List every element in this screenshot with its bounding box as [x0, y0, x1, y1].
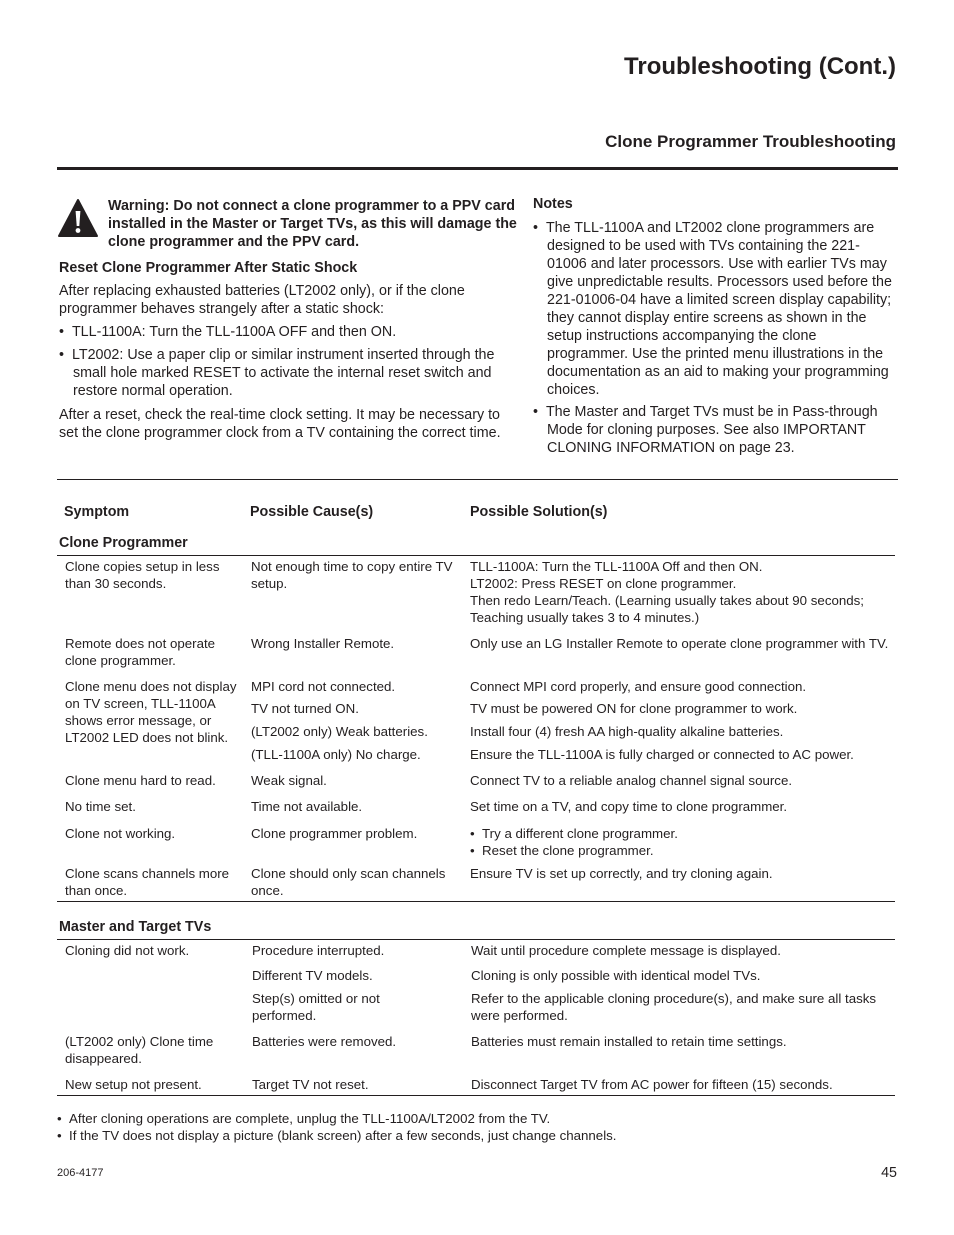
- symptom-cell: Remote does not operate clone programmer.: [65, 636, 216, 668]
- warning-text: Warning: Do not connect a clone programmer to a PPV card installed in the Master or Target TVs, as this will damage the clone programmer and the PPV card.: [108, 198, 517, 250]
- list-item: • Reset the clone programmer.: [470, 843, 654, 858]
- cause-cell: Different TV models.: [252, 968, 373, 983]
- solution-cell: Batteries must remain installed to retain time settings.: [471, 1034, 787, 1049]
- notes-list: [533, 219, 895, 461]
- col-header-cause: Possible Cause(s): [250, 504, 374, 520]
- solution-cell: Connect TV to a reliable analog channel signal source.: [470, 773, 793, 788]
- col-header-solution: Possible Solution(s): [470, 504, 608, 520]
- reset-list: [59, 323, 509, 405]
- notes-heading: Notes: [533, 196, 573, 212]
- cause-cell: MPI cord not connected.: [251, 679, 396, 694]
- cause-cell: Target TV not reset.: [252, 1077, 369, 1092]
- cause-cell: Procedure interrupted.: [252, 943, 385, 958]
- list-item: • The TLL-1100A and LT2002 clone programmers are designed to be used with TVs containing the 221-01006 and later processors. Use with earlier TVs may give unpredictable results. Processors used before the 221-01006-04 have a limited screen display capability; they cannot display entire screens as shown in the setup instructions accompanying the clone programmer. Use the printed menu illustrations in the documentation as an aid to making your programming choices.: [533, 220, 892, 398]
- cause-cell: Wrong Installer Remote.: [251, 636, 395, 651]
- symptom-cell: Clone not working.: [65, 826, 176, 841]
- cause-cell: TV not turned ON.: [251, 701, 359, 716]
- solution-cell: Wait until procedure complete message is displayed.: [471, 943, 781, 958]
- cause-cell: Step(s) omitted or not performed.: [252, 991, 380, 1023]
- warning-triangle-icon: [57, 198, 99, 238]
- header-rule: [57, 167, 898, 170]
- cause-cell: Batteries were removed.: [252, 1034, 397, 1049]
- col-header-symptom: Symptom: [64, 504, 130, 520]
- cause-cell: Clone should only scan channels once.: [251, 866, 446, 898]
- symptom-cell: Clone scans channels more than once.: [65, 866, 230, 898]
- section-divider: [57, 479, 898, 480]
- solution-cell: Ensure TV is set up correctly, and try cloning again.: [470, 866, 773, 881]
- cause-cell: Clone programmer problem.: [251, 826, 418, 841]
- cause-cell: (LT2002 only) Weak batteries.: [251, 724, 428, 739]
- list-item: • The Master and Target TVs must be in Pass-through Mode for cloning purposes. See also IMPORTANT CLONING INFORMATION on page 23.: [533, 404, 878, 456]
- symptom-cell: No time set.: [65, 799, 136, 814]
- symptom-cell: (LT2002 only) Clone time disappeared.: [65, 1034, 214, 1066]
- solution-cell: Install four (4) fresh AA high-quality alkaline batteries.: [470, 724, 784, 739]
- table-rule: [57, 939, 895, 940]
- page-title: Troubleshooting (Cont.): [624, 53, 896, 80]
- solution-cell: Cloning is only possible with identical model TVs.: [471, 968, 761, 983]
- list-item: • TLL-1100A: Turn the TLL-1100A OFF and then ON.: [59, 324, 397, 340]
- table-rule: [57, 1095, 895, 1096]
- list-item: • Try a different clone programmer.: [470, 826, 678, 841]
- cause-cell: Weak signal.: [251, 773, 327, 788]
- list-item: • LT2002: Use a paper clip or similar instrument inserted through the small hole marked RESET to activate the internal reset switch and restore normal operation.: [59, 347, 495, 399]
- table-rule: [57, 901, 895, 902]
- table-rule: [57, 555, 895, 556]
- symptom-cell: Clone menu does not display on TV screen, TLL-1100A shows error message, or LT2002 LED does not blink.: [65, 679, 237, 745]
- symptom-cell: New setup not present.: [65, 1077, 202, 1092]
- solution-cell: [470, 825, 892, 859]
- solution-cell: Connect MPI cord properly, and ensure good connection.: [470, 679, 807, 694]
- cause-cell: Time not available.: [251, 799, 363, 814]
- cause-cell: Not enough time to copy entire TV setup.: [251, 559, 453, 591]
- list-item: • If the TV does not display a picture (blank screen) after a few seconds, just change channels.: [57, 1128, 617, 1143]
- reset-heading: Reset Clone Programmer After Static Shock: [59, 260, 358, 276]
- footnotes: [57, 1110, 897, 1144]
- symptom-cell: Clone menu hard to read.: [65, 773, 216, 788]
- solution-cell: TV must be powered ON for clone programmer to work.: [470, 701, 798, 716]
- doc-number: 206-4177: [57, 1167, 104, 1179]
- solution-cell: TLL-1100A: Turn the TLL-1100A Off and then ON. LT2002: Press RESET on clone programmer. Then redo Learn/Teach. (Learning usually takes about 90 seconds; Teaching usually takes 3 to 4 minutes.): [470, 559, 864, 625]
- page-number: 45: [881, 1165, 897, 1181]
- solution-cell: Ensure the TLL-1100A is fully charged or connected to AC power.: [470, 747, 854, 762]
- reset-intro: After replacing exhausted batteries (LT2002 only), or if the clone programmer behaves strangely after a static shock:: [59, 283, 465, 317]
- solution-cell: Refer to the applicable cloning procedure(s), and make sure all tasks were performed.: [471, 991, 877, 1023]
- symptom-cell: Cloning did not work.: [65, 943, 190, 958]
- solution-cell: Disconnect Target TV from AC power for fifteen (15) seconds.: [471, 1077, 833, 1092]
- section-title: Clone Programmer Troubleshooting: [605, 132, 896, 151]
- solution-cell: Set time on a TV, and copy time to clone programmer.: [470, 799, 788, 814]
- symptom-cell: Clone copies setup in less than 30 seconds.: [65, 559, 220, 591]
- reset-after: After a reset, check the real-time clock setting. It may be necessary to set the clone programmer clock from a TV containing the correct time.: [59, 407, 501, 441]
- cause-cell: (TLL-1100A only) No charge.: [251, 747, 421, 762]
- section-clone-programmer: Clone Programmer: [59, 535, 188, 551]
- list-item: • After cloning operations are complete, unplug the TLL-1100A/LT2002 from the TV.: [57, 1111, 551, 1126]
- solution-cell: Only use an LG Installer Remote to operate clone programmer with TV.: [470, 636, 889, 651]
- section-master-target: Master and Target TVs: [59, 919, 212, 935]
